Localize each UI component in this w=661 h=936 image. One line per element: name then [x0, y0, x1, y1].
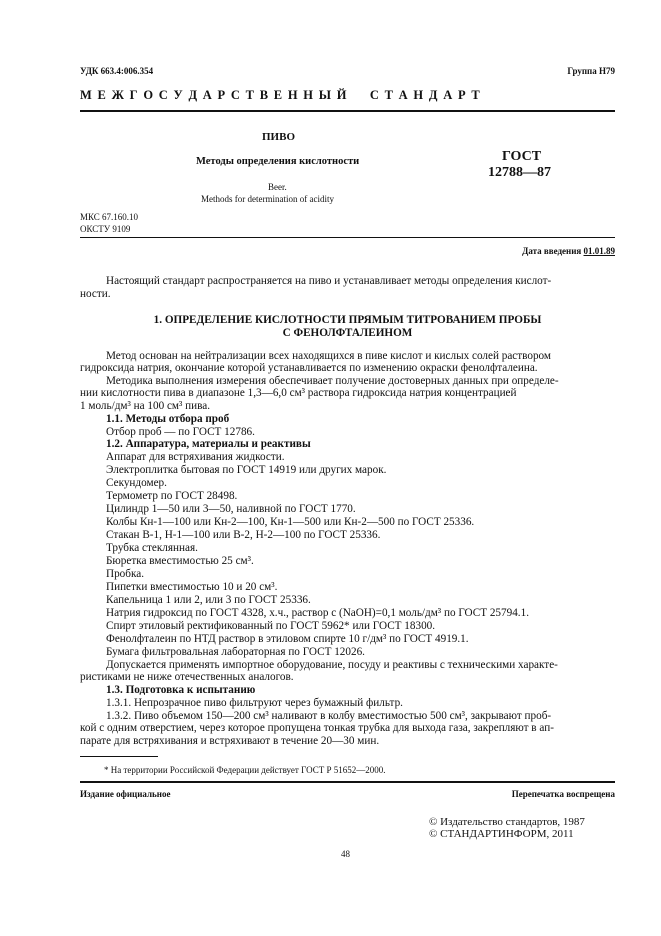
intro-line-1: Настоящий стандарт распространяется на пиво и устанавливает методы определения кислот-	[106, 275, 552, 287]
text-line: кой с одним отверстием, через которое пропущена тонкая трубка для выхода газа, закрепляют в ап-	[80, 722, 554, 734]
title-rule	[80, 237, 615, 238]
title-ru-main: ПИВО	[262, 131, 296, 143]
gost-number: 12788—87	[488, 165, 551, 180]
text-line: Секундомер.	[106, 477, 167, 489]
header-rule	[80, 110, 615, 112]
title-en-sub: Methods for determination of acidity	[201, 194, 334, 204]
text-line: Пипетки вместимостью 10 и 20 см³.	[106, 581, 278, 593]
footer-rule	[80, 781, 615, 783]
text-line: Аппарат для встряхивания жидкости.	[106, 451, 285, 463]
intro-date-label: Дата введения	[522, 246, 582, 256]
section-1-heading-l2: С ФЕНОЛФТАЛЕИНОМ	[282, 327, 413, 339]
text-line: Цилиндр 1—50 или 3—50, наливной по ГОСТ 1770.	[106, 503, 356, 515]
text-line: Бумага фильтровальная лабораторная по ГОСТ 12026.	[106, 646, 365, 658]
title-en-main: Beer.	[268, 182, 287, 192]
text-line: парате для встряхивания и встряхивают в течение 20—30 мин.	[80, 735, 380, 747]
gost-label: ГОСТ	[502, 149, 542, 164]
group-code: Группа Н79	[567, 66, 615, 76]
text-line: гидроксида натрия, окончание которой устанавливается по изменению окраски фенолфталеина.	[80, 362, 538, 374]
section-1-heading-l1: 1. ОПРЕДЕЛЕНИЕ КИСЛОТНОСТИ ПРЯМЫМ ТИТРОВАНИЕМ ПРОБЫ	[153, 314, 542, 326]
text-line: нии кислотности пива в диапазоне 1,3—6,0 см³ раствора гидроксида натрия концентрацией	[80, 387, 517, 399]
text-line: Натрия гидроксид по ГОСТ 4328, х.ч., раствор c (NaOH)=0,1 моль/дм³ по ГОСТ 25794.1.	[106, 607, 529, 619]
copyright-2: © СТАНДАРТИНФОРМ, 2011	[429, 828, 574, 840]
footnote: * На территории Российской Федерации действует ГОСТ Р 51652—2000.	[104, 765, 386, 775]
standard-banner: М Е Ж Г О С У Д А Р С Т В Е Н Н Ы Й С Т А Н Д А Р Т	[80, 88, 481, 102]
text-line: Бюретка вместимостью 25 см³.	[106, 555, 254, 567]
subsection-1-3-heading: 1.3. Подготовка к испытанию	[106, 684, 256, 696]
text-line: Отбор проб — по ГОСТ 12786.	[106, 426, 255, 438]
edition-label: Издание официальное	[80, 789, 171, 799]
intro-line-2: ности.	[80, 288, 111, 300]
title-ru-sub: Методы определения кислотности	[196, 156, 360, 167]
text-line: Методика выполнения измерения обеспечивает получение достоверных данных при определе-	[106, 375, 559, 387]
mks-code: МКС 67.160.10	[80, 212, 139, 222]
page-number: 48	[341, 849, 350, 859]
intro-date	[522, 246, 615, 256]
text-line: Электроплитка бытовая по ГОСТ 14919 или других марок.	[106, 464, 387, 476]
okstu-code: ОКСТУ 9109	[80, 224, 131, 234]
subsection-1-2-heading: 1.2. Аппаратура, материалы и реактивы	[106, 438, 311, 450]
udk-code: УДК 663.4:006.354	[80, 66, 154, 76]
subsection-1-1-heading: 1.1. Методы отбора проб	[106, 413, 230, 425]
footnote-rule	[80, 756, 158, 757]
text-line: 1 моль/дм³ на 100 см³ пива.	[80, 400, 211, 412]
intro-date-value: 01.01.89	[583, 246, 615, 256]
text-line: Фенолфталеин по НТД раствор в этиловом спирте 10 г/дм³ по ГОСТ 4919.1.	[106, 633, 469, 645]
text-line: Колбы Кн-1—100 или Кн-2—100, Кн-1—500 или Кн-2—500 по ГОСТ 25336.	[106, 516, 475, 528]
text-line: Термометр по ГОСТ 28498.	[106, 490, 238, 502]
copyright-1: © Издательство стандартов, 1987	[429, 816, 585, 828]
text-line: Метод основан на нейтрализации всех находящихся в пиве кислот и кислых солей раствором	[106, 350, 552, 362]
text-line: Допускается применять импортное оборудование, посуду и реактивы с техническими характе-	[106, 659, 558, 671]
text-line: 1.3.2. Пиво объемом 150—200 см³ наливают в колбу вместимостью 500 см³, закрывают проб-	[106, 710, 552, 722]
text-line: ристиками не ниже отечественных аналогов.	[80, 671, 294, 683]
text-line: 1.3.1. Непрозрачное пиво фильтруют через бумажный фильтр.	[106, 697, 403, 709]
text-line: Спирт этиловый ректификованный по ГОСТ 5962* или ГОСТ 18300.	[106, 620, 436, 632]
text-line: Капельница 1 или 2, или 3 по ГОСТ 25336.	[106, 594, 311, 606]
text-line: Стакан В-1, Н-1—100 или В-2, Н-2—100 по ГОСТ 25336.	[106, 529, 381, 541]
text-line: Пробка.	[106, 568, 144, 580]
reprint-notice: Перепечатка воспрещена	[511, 789, 615, 799]
text-line: Трубка стеклянная.	[106, 542, 198, 554]
